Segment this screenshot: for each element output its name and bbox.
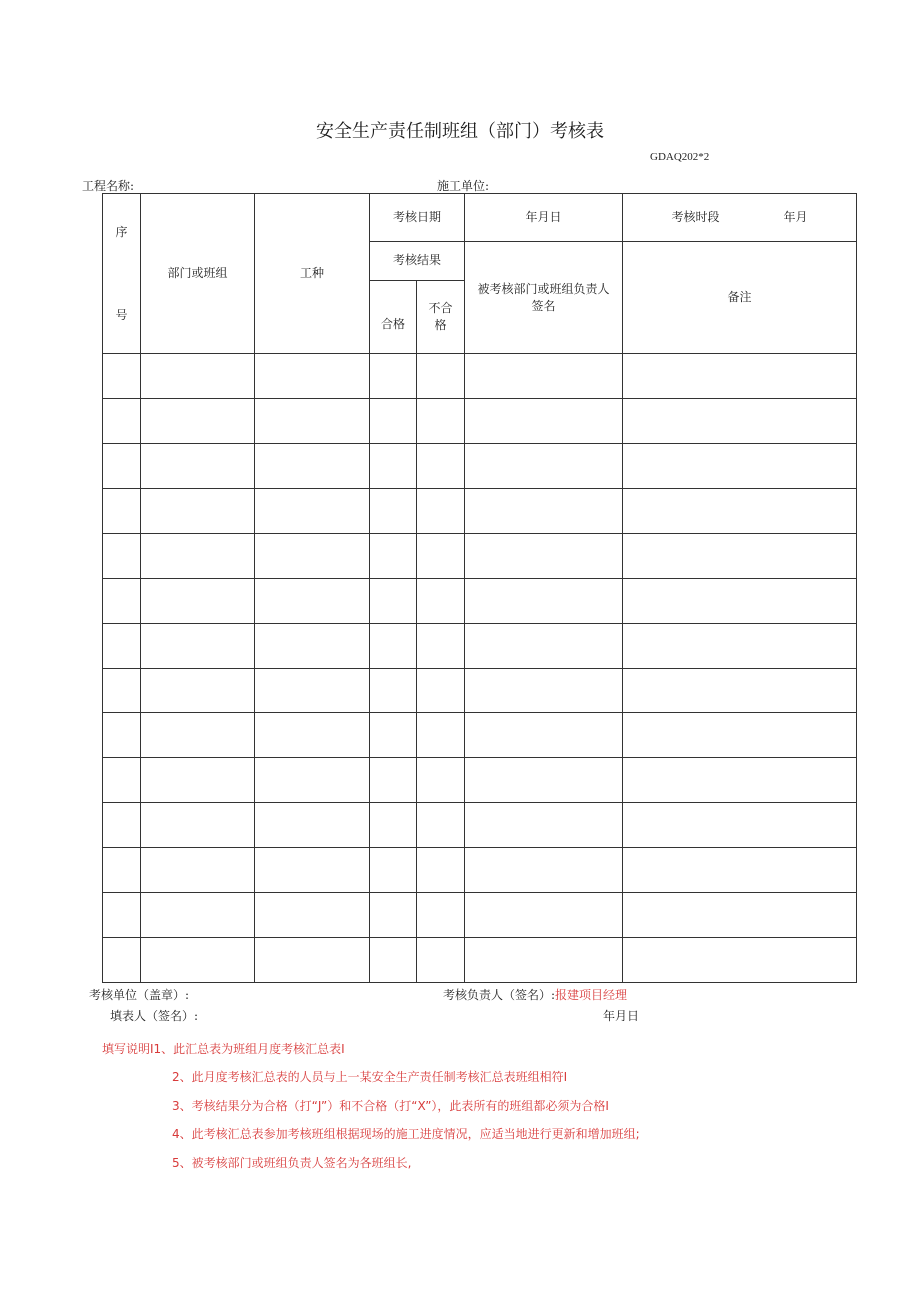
form-code: GDAQ202*2 — [650, 151, 710, 163]
pass-cell[interactable] — [370, 444, 417, 489]
remark-cell[interactable] — [623, 354, 857, 399]
signer-cell[interactable] — [465, 354, 623, 399]
assess-period-value: 年月 — [783, 210, 808, 225]
fail-cell[interactable] — [417, 533, 465, 578]
seq-header-cell — [103, 194, 141, 354]
fail-cell[interactable] — [417, 399, 465, 444]
fail-cell[interactable] — [417, 848, 465, 893]
signer-cell[interactable] — [465, 444, 623, 489]
work-type-cell[interactable] — [255, 938, 370, 983]
work-type-cell[interactable] — [255, 893, 370, 938]
work-type-cell[interactable] — [255, 533, 370, 578]
signer-cell[interactable] — [465, 488, 623, 533]
fail-cell[interactable] — [417, 354, 465, 399]
dept-header: 部门或班组 — [141, 194, 255, 354]
dept-cell[interactable] — [141, 444, 255, 489]
seq-cell[interactable] — [103, 713, 141, 758]
dept-cell[interactable] — [141, 803, 255, 848]
table-row — [103, 803, 857, 848]
remark-cell[interactable] — [623, 713, 857, 758]
remark-cell[interactable] — [623, 623, 857, 668]
fail-cell[interactable] — [417, 758, 465, 803]
pass-cell[interactable] — [370, 623, 417, 668]
pass-cell[interactable] — [370, 668, 417, 713]
construction-unit-label: 施工单位: — [437, 179, 490, 193]
remark-cell[interactable] — [623, 938, 857, 983]
signer-header-line1: 被考核部门或班组负责人 — [477, 281, 610, 296]
seq-header-top: 序 — [115, 224, 128, 239]
table-row — [103, 713, 857, 758]
table-row — [103, 354, 857, 399]
signer-cell[interactable] — [465, 668, 623, 713]
fail-cell[interactable] — [417, 444, 465, 489]
project-name-label: 工程名称: — [82, 179, 135, 193]
work-type-cell[interactable] — [255, 713, 370, 758]
seq-cell[interactable] — [103, 623, 141, 668]
pass-cell[interactable] — [370, 848, 417, 893]
remark-cell[interactable] — [623, 444, 857, 489]
table-row — [103, 893, 857, 938]
note-line: 2、此月度考核汇总表的人员与上一某安全生产责任制考核汇总表班组相符I — [172, 1070, 568, 1084]
seq-cell[interactable] — [103, 893, 141, 938]
work-type-cell[interactable] — [255, 758, 370, 803]
dept-cell[interactable] — [141, 354, 255, 399]
signer-header-line2: 签名 — [531, 298, 556, 313]
table-row — [103, 533, 857, 578]
dept-cell[interactable] — [141, 758, 255, 803]
dept-cell[interactable] — [141, 893, 255, 938]
remark-cell[interactable] — [623, 399, 857, 444]
remark-cell[interactable] — [623, 803, 857, 848]
dept-cell[interactable] — [141, 623, 255, 668]
work-type-cell[interactable] — [255, 803, 370, 848]
work-type-cell[interactable] — [255, 354, 370, 399]
signer-cell[interactable] — [465, 578, 623, 623]
assess-date-value: 年月日 — [465, 194, 623, 242]
note-line: 填写说明I1、此汇总表为班组月度考核汇总表I — [102, 1042, 345, 1056]
dept-cell[interactable] — [141, 848, 255, 893]
fail-header — [417, 280, 465, 353]
seq-cell[interactable] — [103, 668, 141, 713]
table-row — [103, 488, 857, 533]
work-type-cell[interactable] — [255, 623, 370, 668]
signer-header — [465, 241, 623, 353]
remark-cell[interactable] — [623, 533, 857, 578]
work-type-header: 工种 — [255, 194, 370, 354]
seq-cell[interactable] — [103, 354, 141, 399]
assess-leader-label: 考核负责人（签名）: — [443, 988, 556, 1002]
assess-leader-line — [443, 986, 627, 1003]
signer-cell[interactable] — [465, 758, 623, 803]
pass-cell[interactable] — [370, 938, 417, 983]
table-row — [103, 444, 857, 489]
signer-cell[interactable] — [465, 893, 623, 938]
fail-header-line1: 不合 — [428, 301, 453, 316]
remark-header: 备注 — [623, 241, 857, 353]
fail-cell[interactable] — [417, 713, 465, 758]
pass-cell[interactable] — [370, 488, 417, 533]
pass-cell[interactable] — [370, 758, 417, 803]
fail-cell[interactable] — [417, 578, 465, 623]
pass-header: 合格 — [370, 280, 417, 353]
remark-cell[interactable] — [623, 578, 857, 623]
note-line: 3、考核结果分为合格（打“J”）和不合格（打“X”），此表所有的班组都必须为合格I — [172, 1099, 609, 1113]
fail-cell[interactable] — [417, 938, 465, 983]
dept-cell[interactable] — [141, 488, 255, 533]
fail-cell[interactable] — [417, 623, 465, 668]
seq-cell[interactable] — [103, 533, 141, 578]
assess-period-cell — [623, 194, 857, 242]
signer-cell[interactable] — [465, 803, 623, 848]
seq-cell[interactable] — [103, 488, 141, 533]
remark-cell[interactable] — [623, 758, 857, 803]
table-row — [103, 623, 857, 668]
assess-leader-value: 报建项目经理 — [555, 988, 628, 1002]
table-row — [103, 399, 857, 444]
fail-cell[interactable] — [417, 668, 465, 713]
remark-cell[interactable] — [623, 668, 857, 713]
pass-cell[interactable] — [370, 533, 417, 578]
work-type-cell[interactable] — [255, 488, 370, 533]
work-type-cell[interactable] — [255, 578, 370, 623]
table-row — [103, 938, 857, 983]
remark-cell[interactable] — [623, 488, 857, 533]
dept-cell[interactable] — [141, 578, 255, 623]
pass-cell[interactable] — [370, 399, 417, 444]
dept-cell[interactable] — [141, 533, 255, 578]
table-row — [103, 758, 857, 803]
assess-date-label: 考核日期 — [370, 194, 465, 242]
remark-cell[interactable] — [623, 848, 857, 893]
seq-cell[interactable] — [103, 578, 141, 623]
filler-label: 填表人（签名）: — [110, 1009, 199, 1023]
signer-cell[interactable] — [465, 399, 623, 444]
seq-cell[interactable] — [103, 938, 141, 983]
seq-cell[interactable] — [103, 444, 141, 489]
work-type-cell[interactable] — [255, 848, 370, 893]
pass-cell[interactable] — [370, 803, 417, 848]
table-row — [103, 578, 857, 623]
result-header: 考核结果 — [370, 241, 465, 280]
pass-cell[interactable] — [370, 713, 417, 758]
table-row — [103, 848, 857, 893]
note-line: 4、此考核汇总表参加考核班组根据现场的施工进度情况，应适当地进行更新和增加班组; — [172, 1127, 640, 1141]
signer-cell[interactable] — [465, 848, 623, 893]
table-row — [103, 668, 857, 713]
seq-cell[interactable] — [103, 803, 141, 848]
work-type-cell[interactable] — [255, 668, 370, 713]
assess-period-label: 考核时段 — [671, 210, 720, 225]
seq-cell[interactable] — [103, 758, 141, 803]
assess-unit-label: 考核单位（盖章）: — [89, 988, 190, 1002]
dept-cell[interactable] — [141, 399, 255, 444]
fail-header-line2: 格 — [434, 317, 447, 332]
dept-cell[interactable] — [141, 938, 255, 983]
fail-cell[interactable] — [417, 893, 465, 938]
dept-cell[interactable] — [141, 668, 255, 713]
seq-header-bottom: 号 — [115, 307, 128, 322]
dept-cell[interactable] — [141, 713, 255, 758]
work-type-cell[interactable] — [255, 444, 370, 489]
signer-cell[interactable] — [465, 713, 623, 758]
assessment-table — [102, 193, 856, 983]
seq-cell[interactable] — [103, 399, 141, 444]
pass-cell[interactable] — [370, 354, 417, 399]
fail-cell[interactable] — [417, 488, 465, 533]
note-line: 5、被考核部门或班组负责人签名为各班组长, — [172, 1156, 412, 1170]
pass-cell[interactable] — [370, 578, 417, 623]
signer-cell[interactable] — [465, 533, 623, 578]
signer-cell[interactable] — [465, 623, 623, 668]
remark-cell[interactable] — [623, 893, 857, 938]
pass-cell[interactable] — [370, 893, 417, 938]
seq-cell[interactable] — [103, 848, 141, 893]
form-title: 安全生产责任制班组（部门）考核表 — [316, 121, 604, 142]
fail-cell[interactable] — [417, 803, 465, 848]
footer-date: 年月日 — [603, 1009, 640, 1023]
signer-cell[interactable] — [465, 938, 623, 983]
work-type-cell[interactable] — [255, 399, 370, 444]
